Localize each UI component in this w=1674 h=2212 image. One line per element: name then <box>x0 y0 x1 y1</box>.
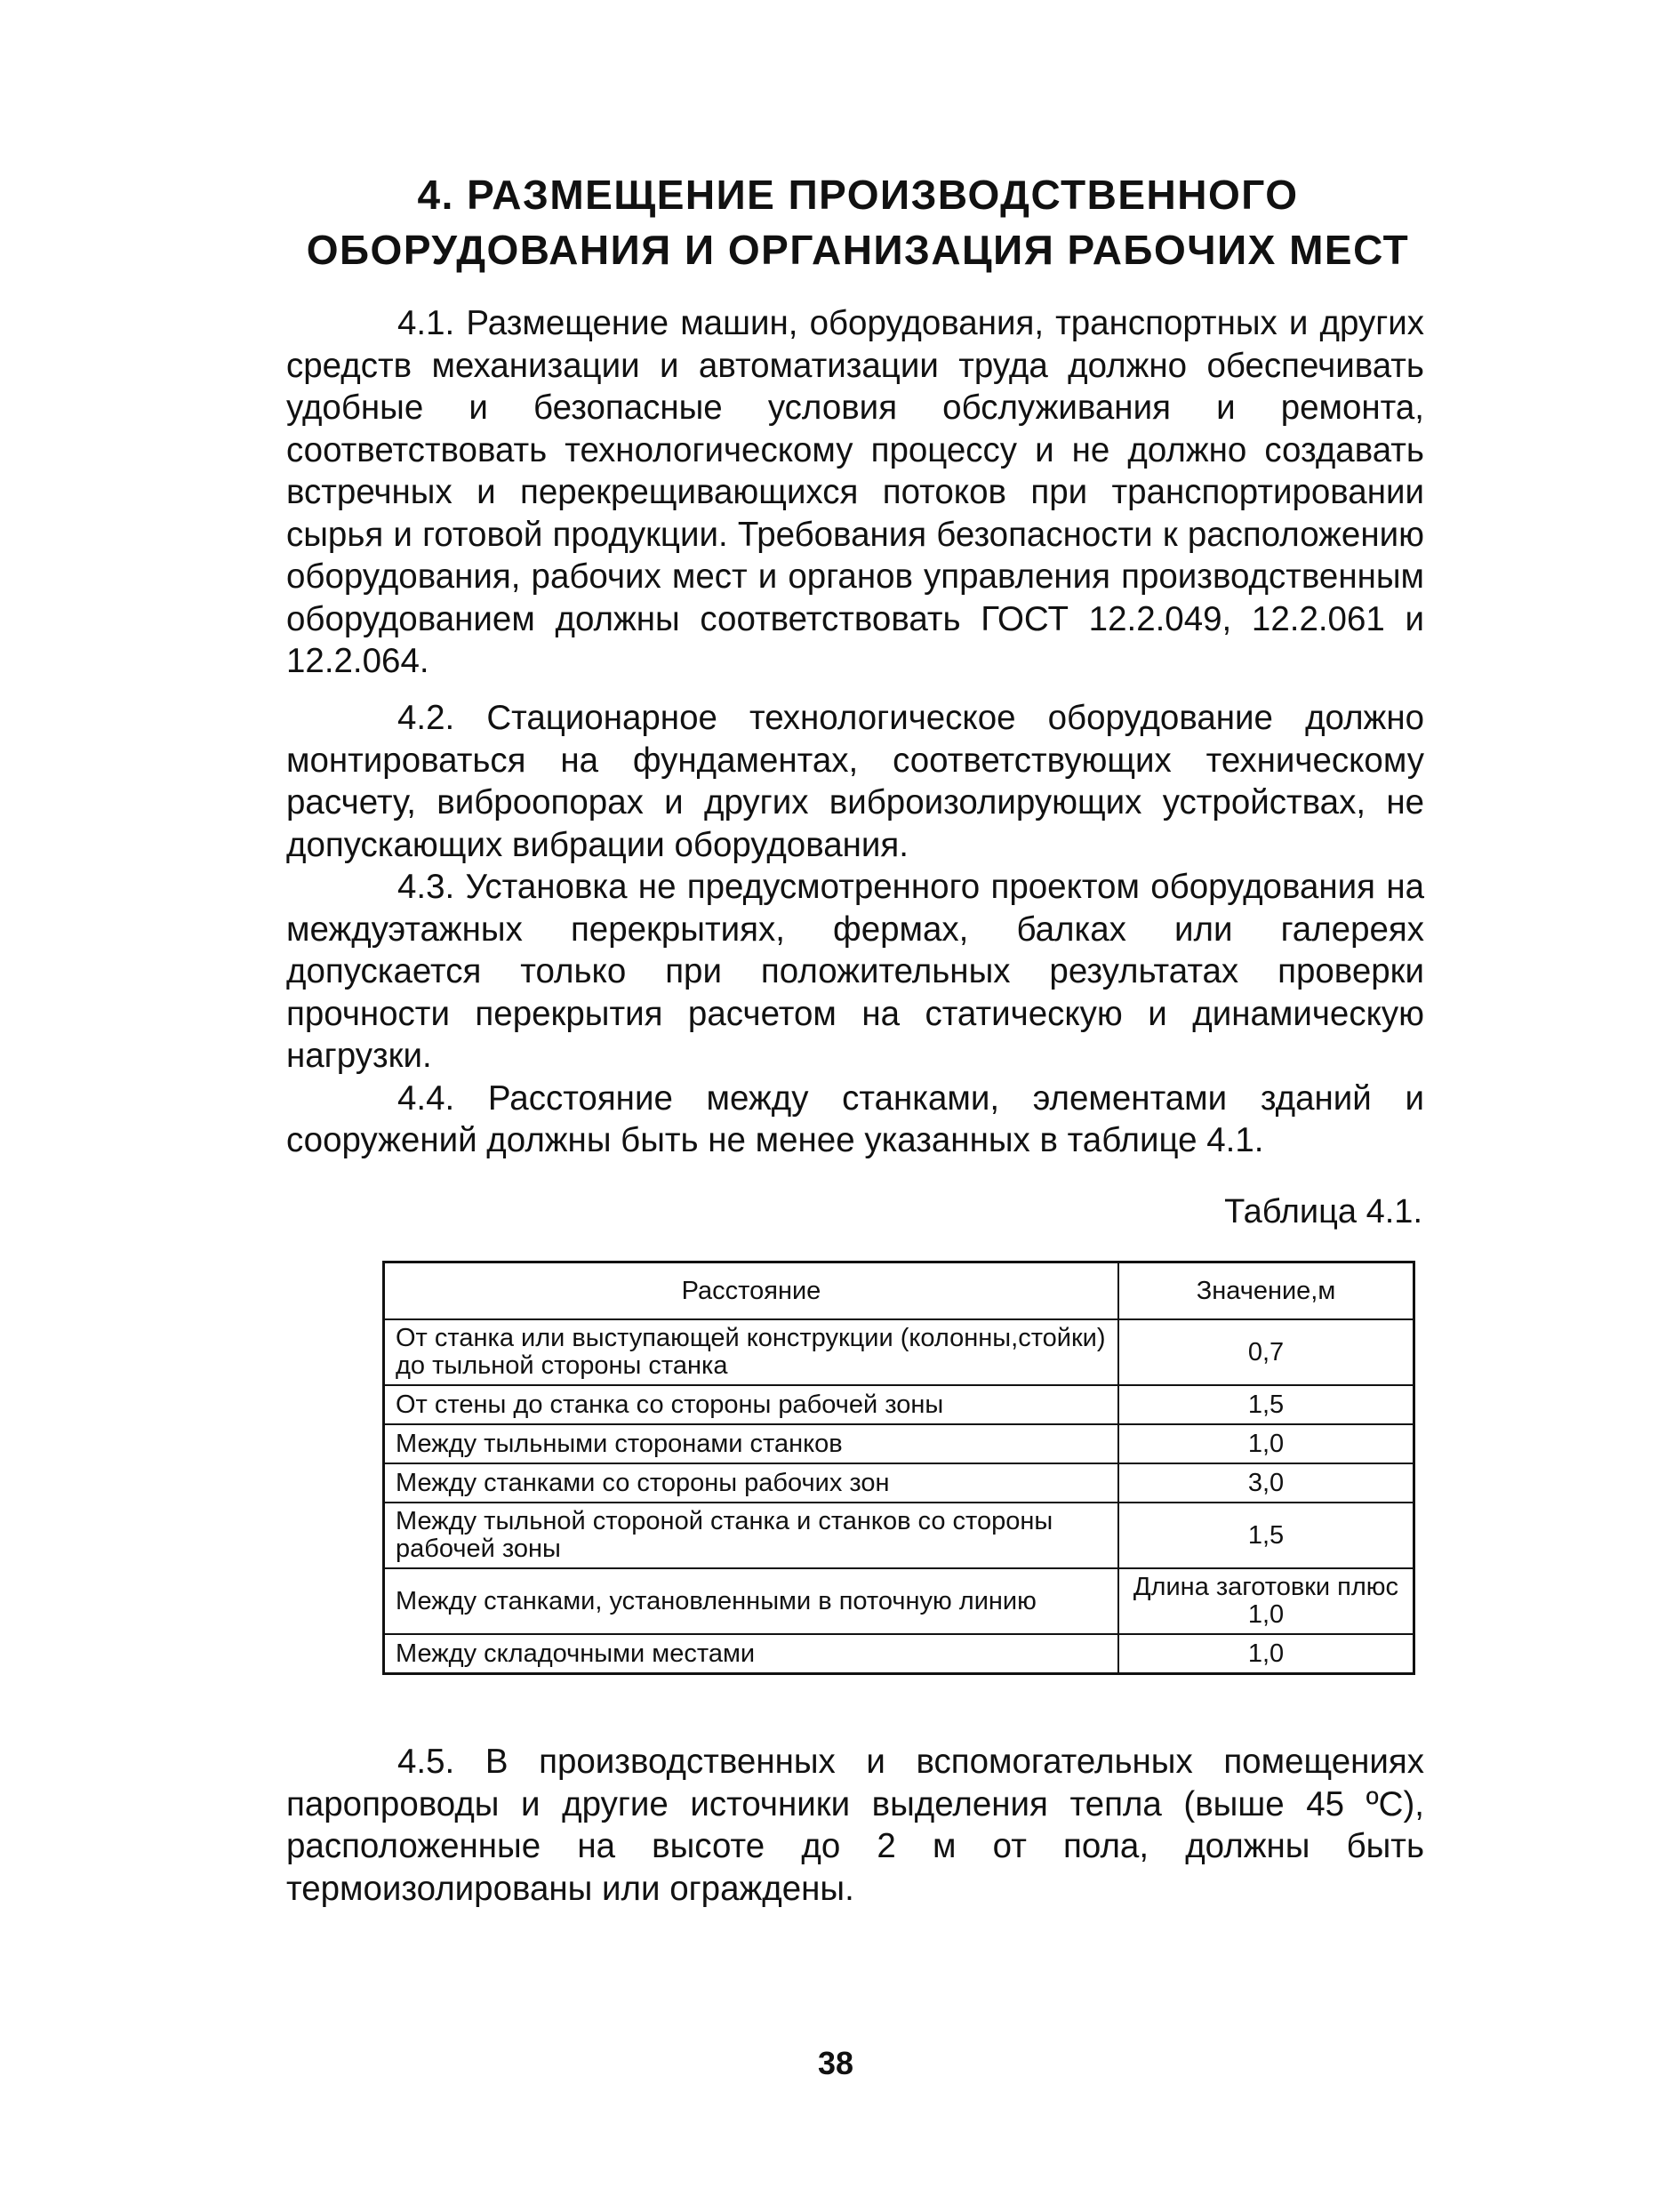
paragraphs-block-top <box>286 302 1424 683</box>
row-value-cell: 3,0 <box>1118 1463 1414 1503</box>
row-distance-cell: От стены до станка со стороны рабочей зоны <box>384 1385 1119 1424</box>
row-distance-cell: Между тыльной стороной станка и станков со стороны рабочей зоны <box>384 1503 1119 1568</box>
row-value-cell: 1,0 <box>1118 1634 1414 1674</box>
table-caption: Таблица 4.1. <box>1224 1193 1422 1230</box>
paragraph-4-2: 4.2. Стационарное технологическое оборудование должно монтироваться на фундаментах, соответствующих техническому расчету, виброопорах и других виброизолирующих устройствах, не допускающих вибрации оборудования. <box>286 699 1424 864</box>
section-heading <box>267 167 1449 277</box>
table-row <box>384 1385 1414 1424</box>
paragraph-4-4: 4.4. Расстояние между станками, элементами зданий и сооружений должны быть не менее указанных в таблице 4.1. <box>286 1078 1424 1159</box>
table-row <box>384 1503 1414 1568</box>
table-row <box>384 1319 1414 1385</box>
paragraph-4-1: 4.1. Размещение машин, оборудования, транспортных и других средств механизации и автоматизации труда должно обеспечивать удобные и безопасные условия обслуживания и ремонта, соответствовать технологическому процессу и не должно создавать встречных и перекрещивающихся потоков при транспортировании сырья и готовой продукции. Требования безопасности к расположению оборудования, рабочих мест и органов управления производственным оборудованием должны соответствовать ГОСТ 12.2.049, 12.2.061 и 12.2.064. <box>286 304 1424 680</box>
row-distance-cell: Между тыльными сторонами станков <box>384 1424 1119 1463</box>
table-row <box>384 1463 1414 1503</box>
paragraphs-block-bottom <box>286 1741 1424 1910</box>
table-row <box>384 1634 1414 1674</box>
section-heading-line-2: ОБОРУДОВАНИЯ И ОРГАНИЗАЦИЯ РАБОЧИХ МЕСТ <box>306 227 1410 273</box>
row-distance-cell: Между складочными местами <box>384 1634 1119 1674</box>
table-header-row <box>384 1262 1414 1320</box>
row-distance-cell: Между станками, установленными в поточную линию <box>384 1568 1119 1634</box>
row-value-cell: 1,0 <box>1118 1424 1414 1463</box>
table-row <box>384 1568 1414 1634</box>
section-heading-line-1: 4. РАЗМЕЩЕНИЕ ПРОИЗВОДСТВЕННОГО <box>417 172 1299 218</box>
row-distance-cell: Между станками со стороны рабочих зон <box>384 1463 1119 1503</box>
row-distance-cell: От станка или выступающей конструкции (колонны,стойки) до тыльной стороны станка <box>384 1319 1119 1385</box>
paragraphs-block-middle <box>286 697 1424 1162</box>
paragraph-4-5: 4.5. В производственных и вспомогательных помещениях паропроводы и другие источники выделения тепла (выше 45 ºС), расположенные на высоте до 2 м от пола, должны быть термоизолированы или ограждены. <box>286 1743 1424 1908</box>
column-header-value: Значение,м <box>1118 1262 1414 1320</box>
row-value-cell: 1,5 <box>1118 1503 1414 1568</box>
page-number: 38 <box>817 2045 854 2081</box>
table-row <box>384 1424 1414 1463</box>
column-header-distance: Расстояние <box>384 1262 1119 1320</box>
row-value-cell: Длина заготовки плюс 1,0 <box>1118 1568 1414 1634</box>
paragraph-4-3: 4.3. Установка не предусмотренного проектом оборудования на междуэтажных перекрытиях, фермах, балках или галереях допускается только при положительных результатах проверки прочности перекрытия расчетом на статическую и динамическую нагрузки. <box>286 868 1424 1075</box>
row-value-cell: 0,7 <box>1118 1319 1414 1385</box>
row-value-cell: 1,5 <box>1118 1385 1414 1424</box>
distance-table <box>382 1261 1415 1675</box>
